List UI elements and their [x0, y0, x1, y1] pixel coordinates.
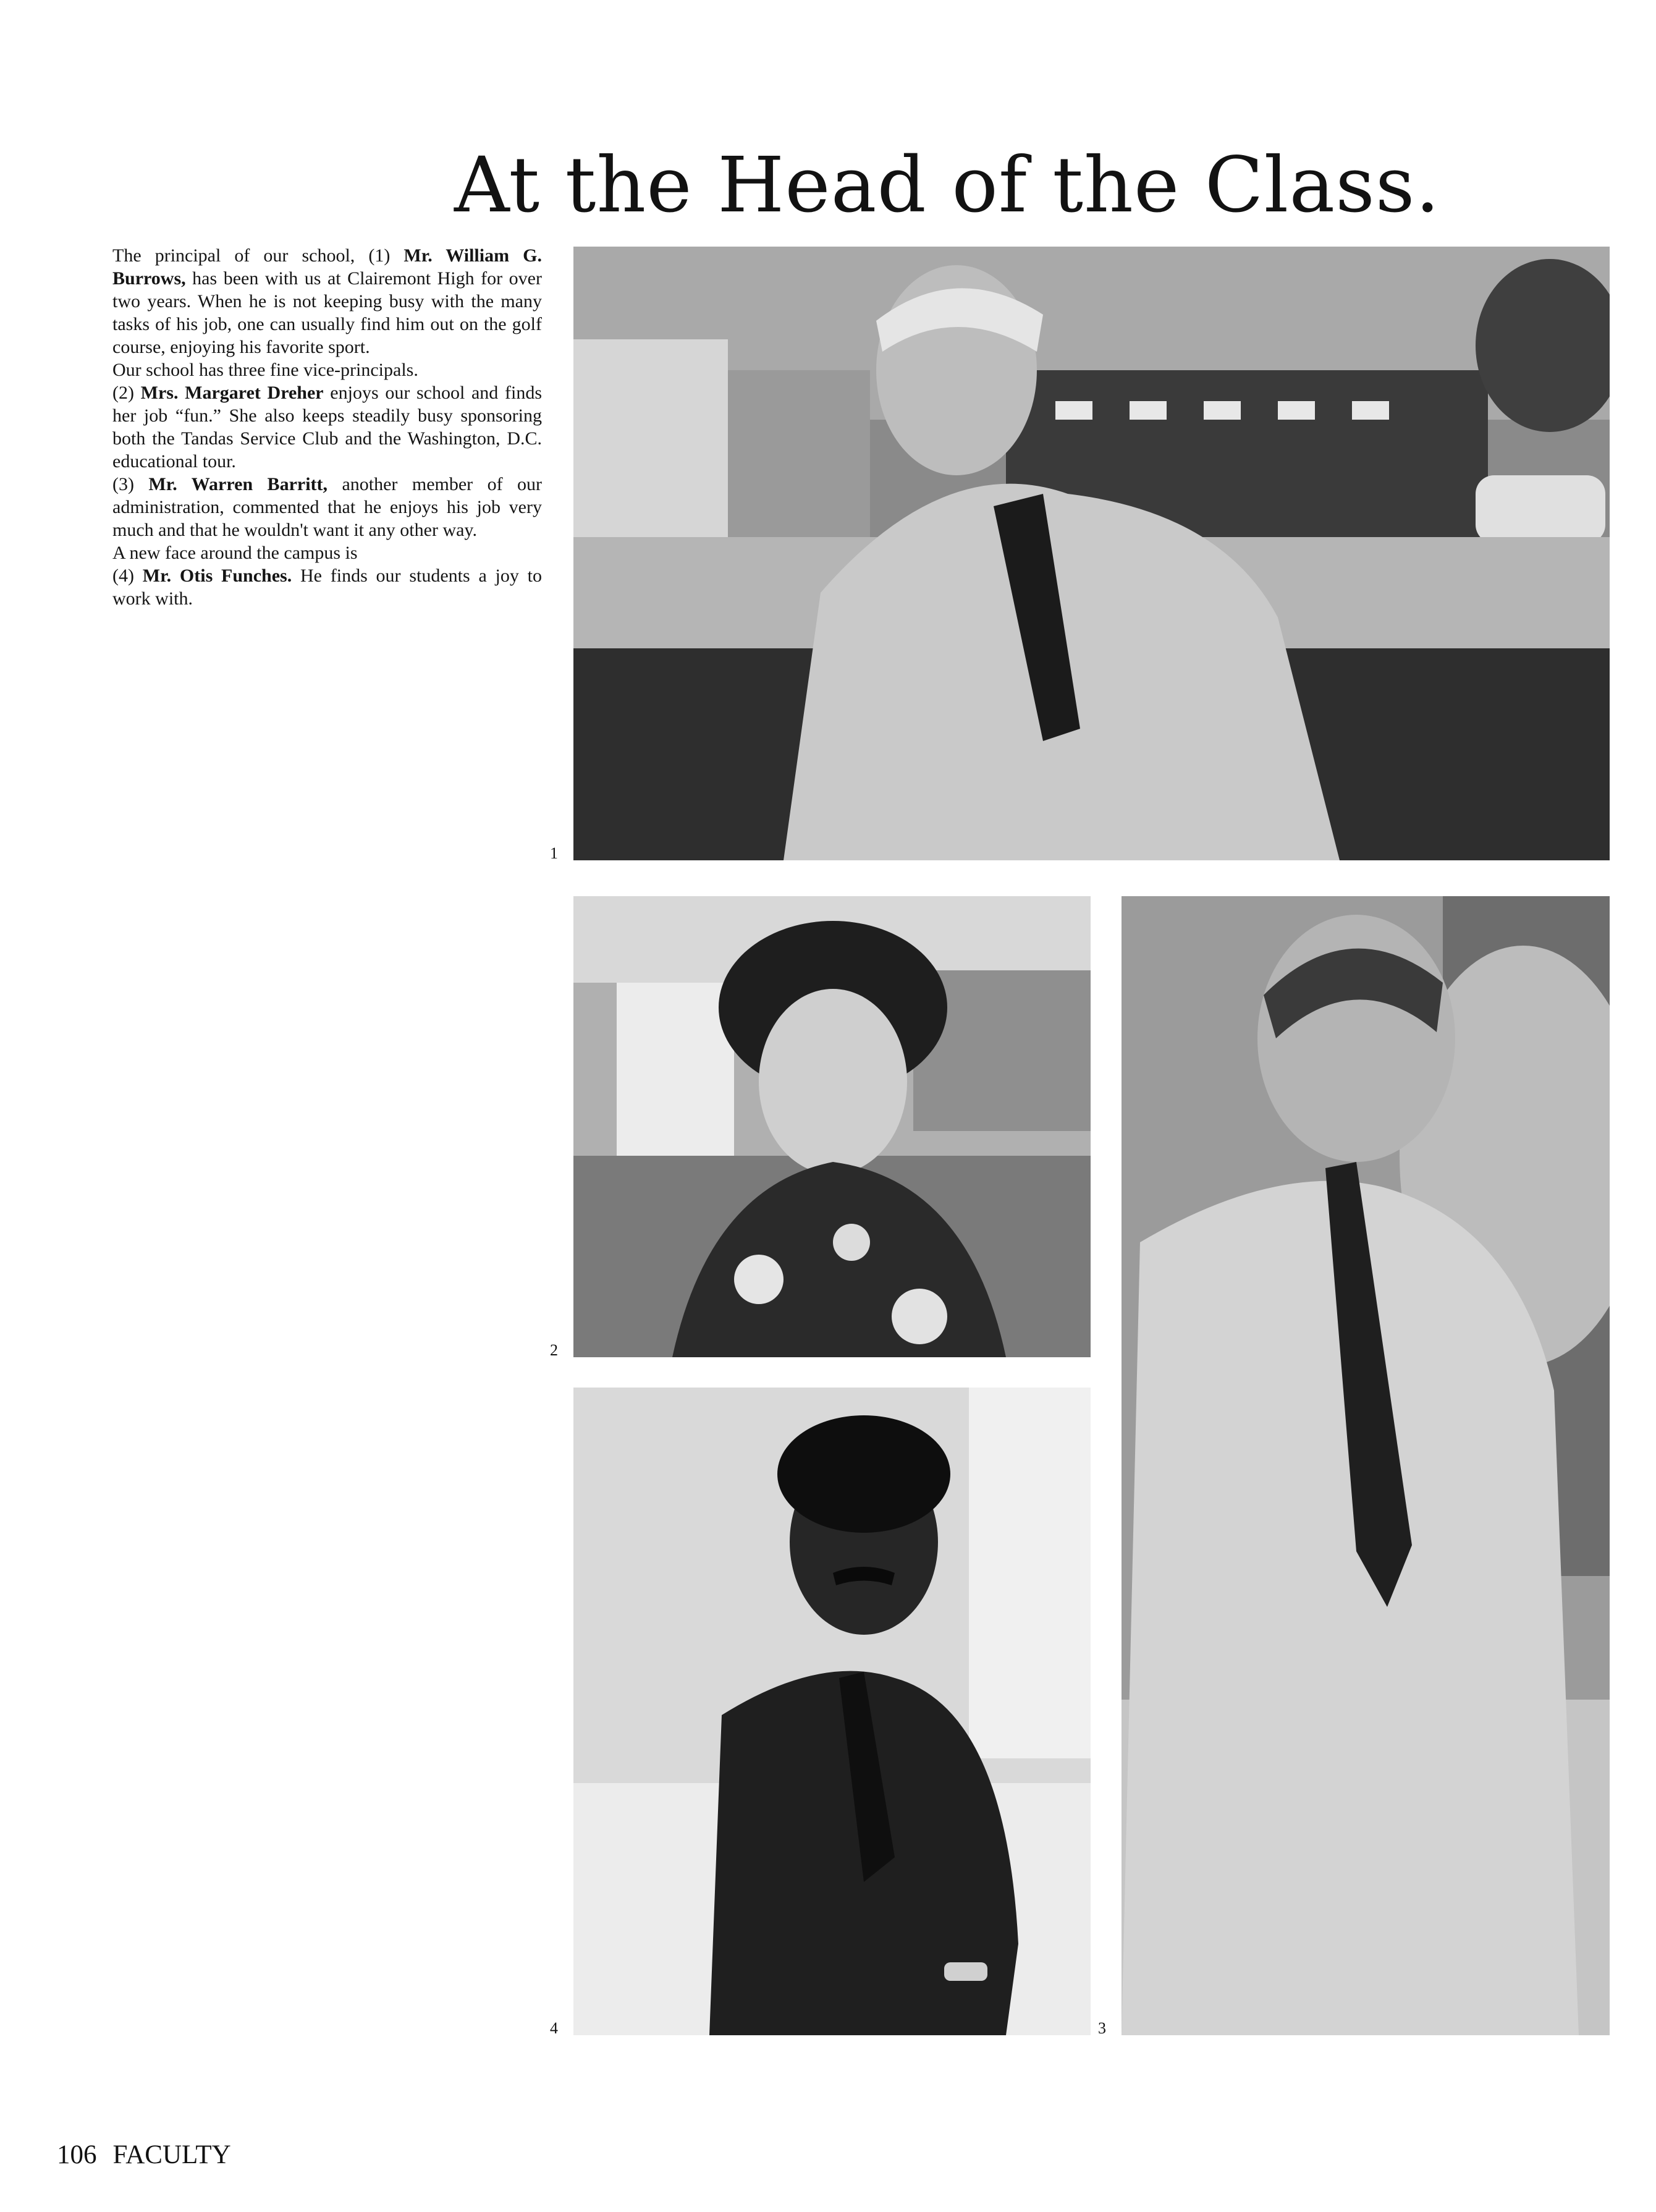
photo-number-4: 4 [550, 2019, 558, 2037]
photo-number-1: 1 [550, 844, 558, 862]
photo-dreher [573, 896, 1091, 1357]
intro-paragraph-new-face: A new face around the campus is [112, 543, 358, 563]
intro-paragraph-principal: The principal of our school, (1) Mr. William G. Burrows, has been with us at Clairemont High for over two years. When he is not keeping busy with the many tasks of his job, one can usually find him out on the golf course, enjoying his favorite sport. [112, 245, 542, 357]
intro-paragraph-barritt: (3) Mr. Warren Barritt, another member of our administration, commented that he enjoys his job very much and that he wouldn't want it any other way. [112, 474, 542, 540]
page-footer [57, 2140, 247, 2170]
photo-number-2: 2 [550, 1341, 558, 1359]
intro-text [112, 244, 542, 610]
photo-number-3: 3 [1098, 2019, 1106, 2037]
name-burrows: Mr. William G. Burrows, [112, 245, 542, 289]
page-number: 106 [57, 2140, 97, 2169]
intro-paragraph-dreher: (2) Mrs. Margaret Dreher enjoys our school and finds her job “fun.” She also keeps steadily busy sponsoring both the Tandas Service Club and the Washington, D.C. educational tour. [112, 383, 542, 472]
photo-funches [573, 1388, 1091, 2035]
name-funches: Mr. Otis Funches. [142, 566, 292, 586]
intro-paragraph-vice-principals: Our school has three fine vice-principals. [112, 360, 418, 380]
section-name: FACULTY [112, 2140, 231, 2169]
photo-principal-image [573, 247, 1610, 860]
photo-principal [573, 247, 1610, 860]
photo-barritt-image [1122, 896, 1610, 2035]
intro-paragraph-funches: (4) Mr. Otis Funches. He finds our students a joy to work with. [112, 566, 542, 609]
name-dreher: Mrs. Margaret Dreher [140, 383, 324, 403]
photo-funches-image [573, 1388, 1091, 2035]
photo-barritt [1122, 896, 1610, 2035]
name-barritt: Mr. Warren Barritt, [148, 474, 328, 494]
photo-dreher-image [573, 896, 1091, 1357]
page-title: At the Head of the Class. [454, 141, 1440, 230]
